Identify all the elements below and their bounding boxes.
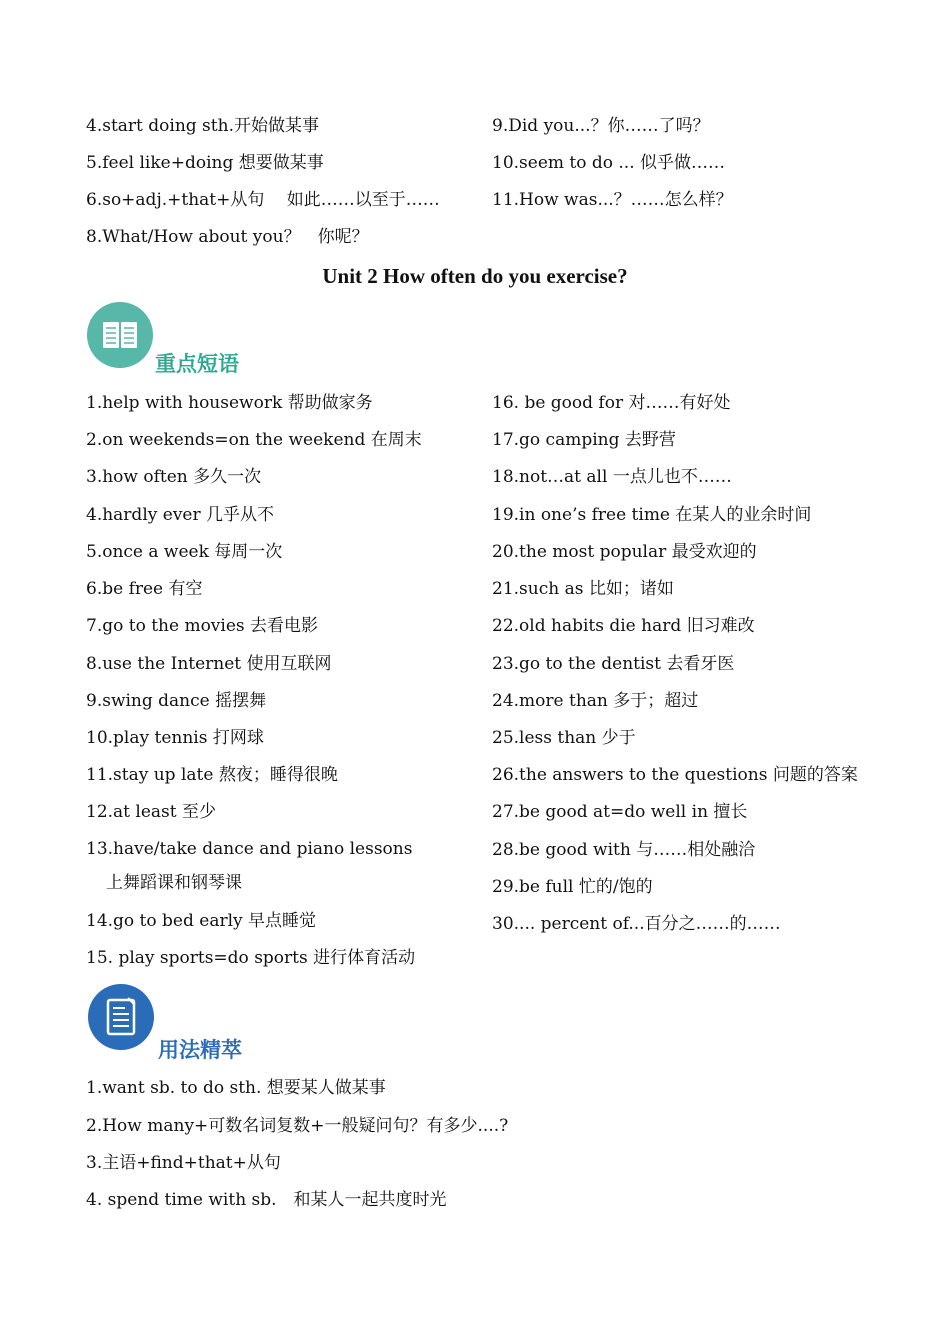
top-left-item: 8.What/How about you？ 你呢？ xyxy=(86,227,369,247)
phrase-item: 4.hardly ever 几乎从不 xyxy=(86,505,275,525)
phrase-item: 22.old habits die hard 旧习难改 xyxy=(492,616,755,636)
usage-item: 1.want sb. to do sth. 想要某人做某事 xyxy=(86,1078,386,1098)
usage-item: 3.主语+find+that+从句 xyxy=(86,1153,281,1173)
phrase-item: 5.once a week 每周一次 xyxy=(86,542,283,562)
top-right-item: 11.How was...？……怎么样？ xyxy=(492,190,733,210)
phrase-item: 27.be good at=do well in 擅长 xyxy=(492,802,748,822)
phrase-item: 24.more than 多于；超过 xyxy=(492,691,699,711)
phrase-item: 2.on weekends=on the weekend 在周末 xyxy=(86,430,422,450)
top-left-item: 5.feel like+doing 想要做某事 xyxy=(86,153,324,173)
phrase-item: 7.go to the movies 去看电影 xyxy=(86,616,319,636)
top-right-item: 9.Did you...？你……了吗？ xyxy=(492,116,710,136)
top-left-item: 4.start doing sth.开始做某事 xyxy=(86,116,319,136)
phrase-item: 1.help with housework 帮助做家务 xyxy=(86,393,373,413)
phrase-item: 16. be good for 对……有好处 xyxy=(492,393,731,413)
top-right-item: 10.seem to do ... 似乎做…… xyxy=(492,153,726,173)
phrase-item: 23.go to the dentist 去看牙医 xyxy=(492,654,735,674)
phrase-item: 17.go camping 去野营 xyxy=(492,430,676,450)
phrase-item: 13.have/take dance and piano lessons xyxy=(86,839,413,859)
phrase-item: 3.how often 多久一次 xyxy=(86,467,262,487)
phrase-item-translation: 上舞蹈课和钢琴课 xyxy=(106,873,242,893)
phrase-item: 10.play tennis 打网球 xyxy=(86,728,264,748)
phrase-item: 18.not…at all 一点儿也不…… xyxy=(492,467,732,487)
document-icon xyxy=(88,984,154,1050)
phrase-item: 11.stay up late 熬夜；睡得很晚 xyxy=(86,765,338,785)
phrase-item: 21.such as 比如；诸如 xyxy=(492,579,674,599)
section-title-key-phrases: 重点短语 xyxy=(155,352,239,376)
phrase-item: 12.at least 至少 xyxy=(86,802,216,822)
phrase-item: 30.... percent of...百分之……的…… xyxy=(492,914,781,934)
phrase-item: 6.be free 有空 xyxy=(86,579,203,599)
book-icon xyxy=(87,302,153,368)
top-left-item: 6.so+adj.+that+从句 如此……以至于…… xyxy=(86,190,440,210)
phrase-item: 14.go to bed early 早点睡觉 xyxy=(86,911,317,931)
phrase-item: 19.in one’s free time 在某人的业余时间 xyxy=(492,505,812,525)
phrase-item: 8.use the Internet 使用互联网 xyxy=(86,654,332,674)
phrase-item: 20.the most popular 最受欢迎的 xyxy=(492,542,757,562)
phrase-item: 15. play sports=do sports 进行体育活动 xyxy=(86,948,416,968)
phrase-item: 28.be good with 与……相处融洽 xyxy=(492,840,756,860)
section-title-usage: 用法精萃 xyxy=(158,1038,242,1062)
phrase-item: 25.less than 少于 xyxy=(492,728,636,748)
usage-item: 2.How many+可数名词复数+一般疑问句？有多少....? xyxy=(86,1116,509,1136)
phrase-item: 29.be full 忙的/饱的 xyxy=(492,877,653,897)
phrase-item: 26.the answers to the questions 问题的答案 xyxy=(492,765,858,785)
unit-title: Unit 2 How often do you exercise? xyxy=(322,264,628,288)
phrase-item: 9.swing dance 摇摆舞 xyxy=(86,691,267,711)
usage-item: 4. spend time with sb. 和某人一起共度时光 xyxy=(86,1190,447,1210)
